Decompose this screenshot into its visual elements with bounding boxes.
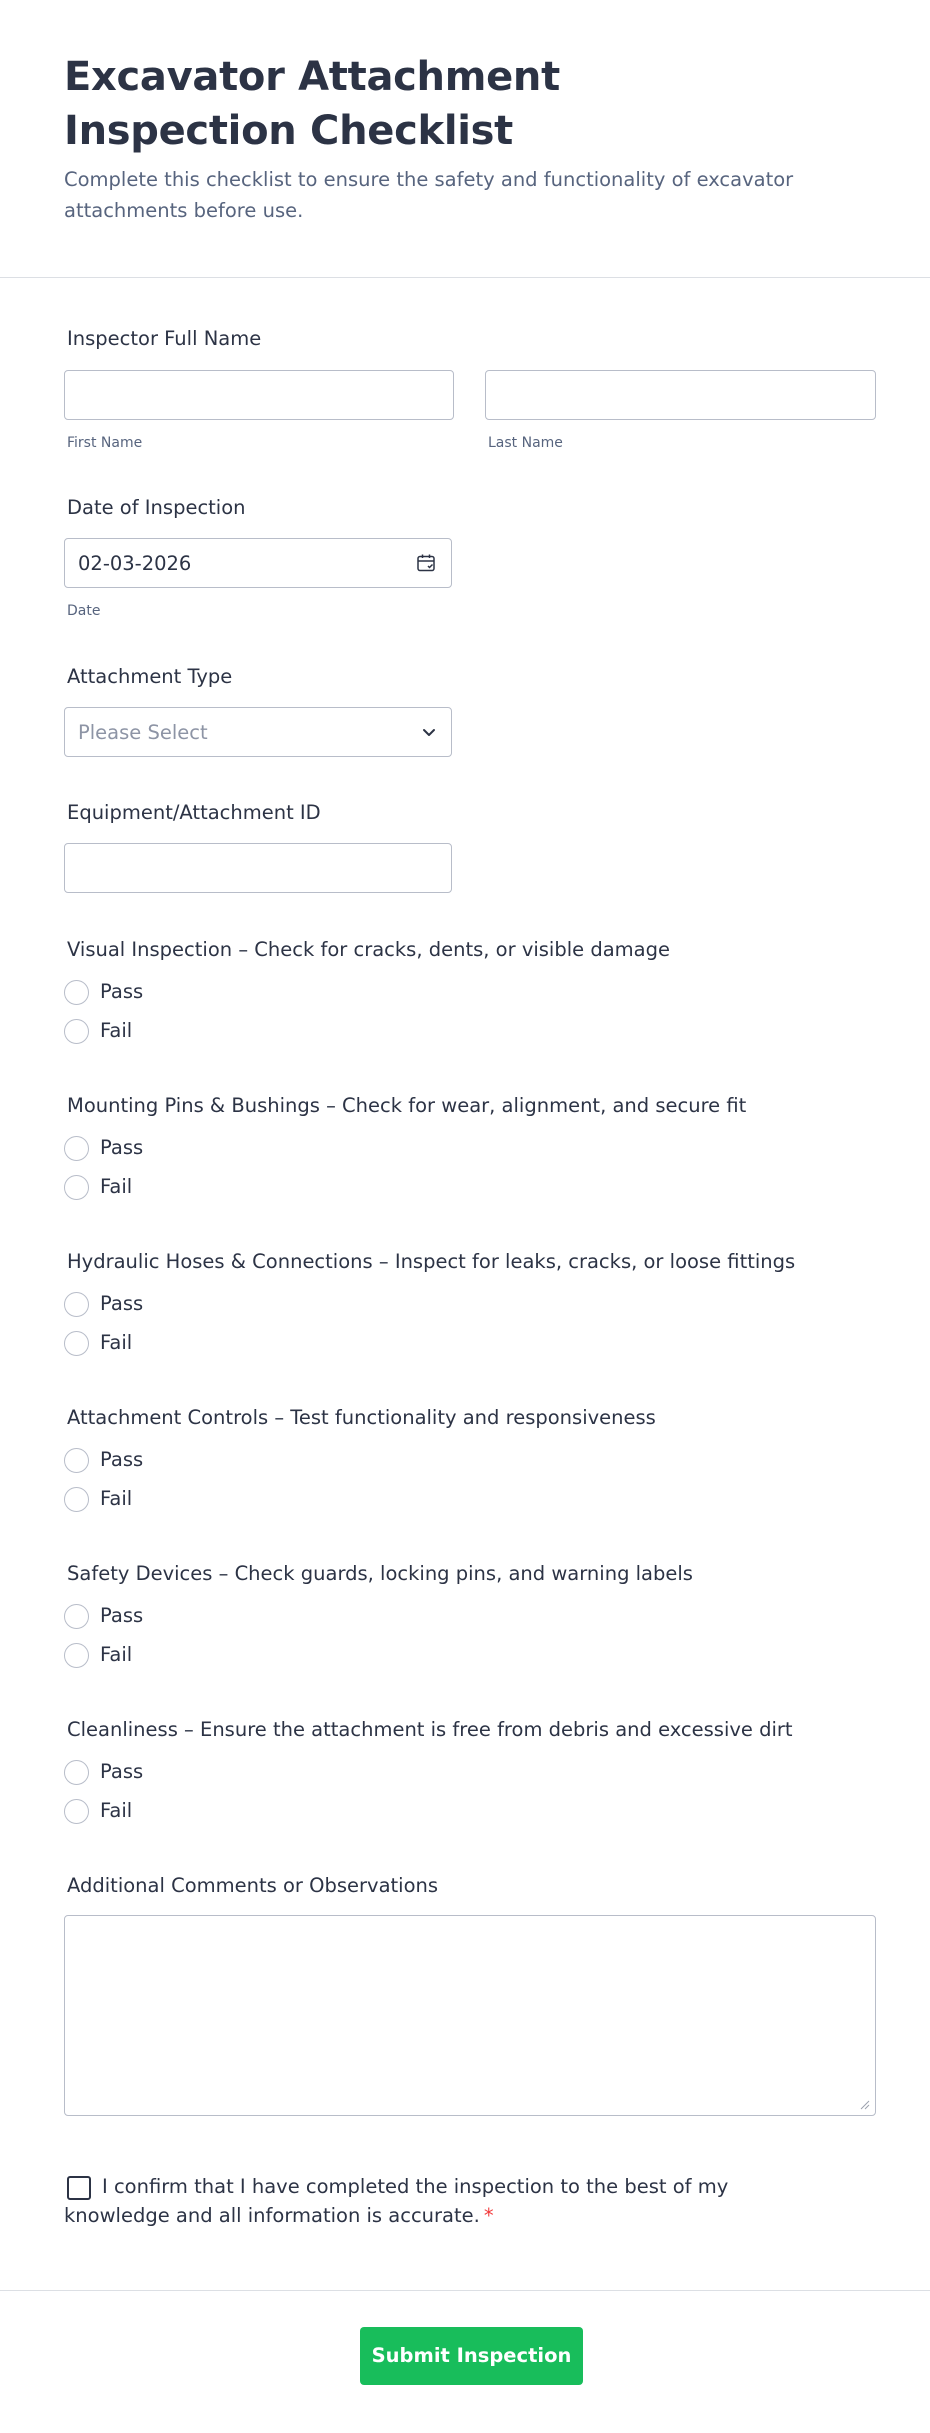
radio-visual-pass[interactable]: [64, 980, 89, 1005]
footer-divider: [0, 2290, 930, 2291]
radio-safety-pass-label[interactable]: Pass: [100, 1604, 144, 1627]
confirm-label: I confirm that I have completed the inspection to the best of my knowledge and all information is accurate.: [64, 2175, 729, 2227]
radio-cleanliness-fail[interactable]: [64, 1799, 89, 1824]
first-name-input[interactable]: [65, 371, 453, 419]
submit-button[interactable]: Submit Inspection: [360, 2327, 583, 2385]
last-name-input[interactable]: [486, 371, 875, 419]
check-cleanliness-label: Cleanliness – Ensure the attachment is free from debris and excessive dirt: [67, 1718, 793, 1741]
date-label: Date of Inspection: [67, 496, 246, 519]
date-value: 02-03-2026: [78, 552, 192, 575]
attachment-type-label: Attachment Type: [67, 665, 233, 688]
check-visual-label: Visual Inspection – Check for cracks, dents, or visible damage: [67, 938, 670, 961]
radio-visual-fail[interactable]: [64, 1019, 89, 1044]
first-name-sublabel: First Name: [67, 435, 143, 451]
form-header: [0, 0, 930, 278]
date-sublabel: Date: [67, 603, 101, 619]
check-hydraulic-label: Hydraulic Hoses & Connections – Inspect for leaks, cracks, or loose fittings: [67, 1250, 796, 1273]
radio-controls-pass[interactable]: [64, 1448, 89, 1473]
radio-safety-fail[interactable]: [64, 1643, 89, 1668]
attachment-type-placeholder: Please Select: [78, 721, 208, 744]
first-name-field[interactable]: [64, 370, 454, 420]
last-name-field[interactable]: [485, 370, 876, 420]
radio-mounting-fail-label[interactable]: Fail: [100, 1175, 133, 1198]
attachment-type-select[interactable]: [64, 707, 452, 757]
inspector-name-label: Inspector Full Name: [67, 327, 262, 350]
check-mounting-label: Mounting Pins & Bushings – Check for wear, alignment, and secure fit: [67, 1094, 747, 1117]
check-safety-label: Safety Devices – Check guards, locking pins, and warning labels: [67, 1562, 693, 1585]
page-subtitle: Complete this checklist to ensure the safety and functionality of excavator attachments before use.: [64, 168, 794, 222]
radio-cleanliness-pass[interactable]: [64, 1760, 89, 1785]
calendar-icon[interactable]: [415, 552, 437, 574]
date-field[interactable]: [64, 538, 452, 588]
radio-controls-fail-label[interactable]: Fail: [100, 1487, 133, 1510]
radio-hydraulic-pass[interactable]: [64, 1292, 89, 1317]
check-controls-label: Attachment Controls – Test functionality and responsiveness: [67, 1406, 656, 1429]
radio-hydraulic-fail[interactable]: [64, 1331, 89, 1356]
radio-safety-pass[interactable]: [64, 1604, 89, 1629]
resize-handle-icon[interactable]: [858, 2098, 870, 2110]
page-title: Excavator Attachment Inspection Checklist: [64, 54, 560, 154]
radio-cleanliness-fail-label[interactable]: Fail: [100, 1799, 133, 1822]
required-asterisk: *: [483, 2204, 494, 2227]
radio-safety-fail-label[interactable]: Fail: [100, 1643, 133, 1666]
radio-mounting-fail[interactable]: [64, 1175, 89, 1200]
radio-mounting-pass-label[interactable]: Pass: [100, 1136, 144, 1159]
last-name-sublabel: Last Name: [488, 435, 563, 451]
equipment-id-field[interactable]: [64, 843, 452, 893]
radio-mounting-pass[interactable]: [64, 1136, 89, 1161]
radio-controls-pass-label[interactable]: Pass: [100, 1448, 144, 1471]
equipment-id-label: Equipment/Attachment ID: [67, 801, 321, 824]
comments-label: Additional Comments or Observations: [67, 1874, 439, 1897]
radio-visual-fail-label[interactable]: Fail: [100, 1019, 133, 1042]
confirm-text[interactable]: [64, 2172, 744, 2230]
comments-textarea[interactable]: [64, 1915, 876, 2116]
radio-visual-pass-label[interactable]: Pass: [100, 980, 144, 1003]
radio-hydraulic-fail-label[interactable]: Fail: [100, 1331, 133, 1354]
equipment-id-input[interactable]: [65, 844, 451, 892]
radio-hydraulic-pass-label[interactable]: Pass: [100, 1292, 144, 1315]
chevron-down-icon: [419, 722, 439, 742]
radio-controls-fail[interactable]: [64, 1487, 89, 1512]
radio-cleanliness-pass-label[interactable]: Pass: [100, 1760, 144, 1783]
